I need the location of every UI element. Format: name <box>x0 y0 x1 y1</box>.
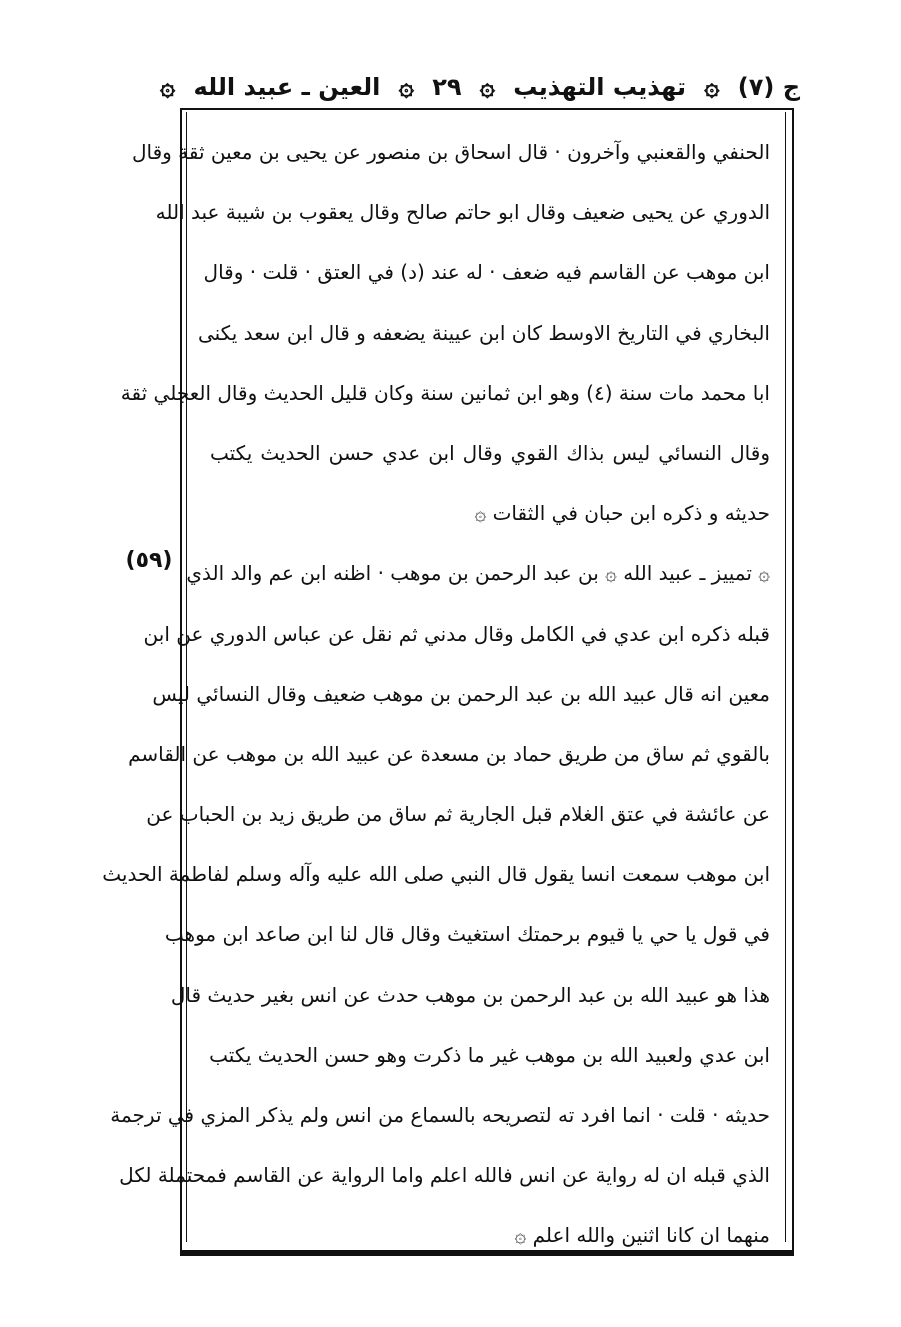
text-line: في قول يا حي يا قيوم برحمتك استغيث وقال قال لنا ابن صاعد ابن موهب <box>164 922 770 947</box>
text-line: ابا محمد مات سنة (٤) وهو ابن ثمانين سنة وكان قليل الحديث وقال العجلي ثقة <box>120 380 770 405</box>
header-ornament-4: ۞ <box>160 72 176 102</box>
text-line: معين انه قال عبيد الله بن عبد الرحمن بن موهب ضعيف وقال النسائي ليس <box>152 681 770 706</box>
text-line: قبله ذكره ابن عدي في الكامل وقال مدني ثم نقل عن عباس الدوري عن ابن <box>143 621 770 646</box>
header-ornament-2: ۞ <box>479 72 496 102</box>
text-line: البخاري في التاريخ الاوسط كان ابن عيينة يضعفه و قال ابن سعد يكنى <box>197 320 770 345</box>
entry-number: (٥٩) <box>125 548 173 573</box>
header-ornament-1: ۞ <box>704 72 720 102</box>
text-line: ۞ تمييز ـ عبيد الله ۞ بن عبد الرحمن بن موهب · اظنه ابن عم والد الذي <box>186 561 770 586</box>
running-header <box>160 62 800 112</box>
text-line: بالقوي ثم ساق من طريق حماد بن مسعدة عن عبيد الله بن موهب عن القاسم <box>128 741 770 766</box>
section-label: العين ـ عبيد الله <box>193 73 381 101</box>
text-line: الذي قبله ان له رواية عن انس فالله اعلم واما الرواية عن القاسم فمحتملة لكل <box>119 1163 770 1188</box>
text-line: عن عائشة في عتق الغلام قبل الجارية ثم ساق من طريق زيد بن الحباب عن <box>146 802 770 827</box>
text-line: الحنفي والقعنبي وآخرون · قال اسحاق بن منصور عن يحيى بن معين ثقة وقال <box>131 140 770 164</box>
volume-label: ج (٧) <box>737 73 800 101</box>
text-line: حديثه و ذكره ابن حبان في الثقات ۞ <box>474 501 770 526</box>
text-line: ابن عدي ولعبيد الله بن موهب غير ما ذكرت وهو حسن الحديث يكتب <box>209 1042 770 1067</box>
page-number: ٢٩ <box>432 73 462 101</box>
text-line: هذا هو عبيد الله بن عبد الرحمن بن موهب حدث عن انس بغير حديث قال <box>170 982 770 1007</box>
text-line: منهما ان كانا اثنين والله اعلم ۞ <box>514 1223 770 1248</box>
text-line: وقال النسائي ليس بذاك القوي وقال ابن عدي حسن الحديث يكتب <box>210 440 770 465</box>
text-line: ابن موهب سمعت انسا يقول قال النبي صلى الله عليه وآله وسلم لفاطمة الحديث <box>102 862 770 887</box>
text-line: حديثه · قلت · انما افرد ته لتصريحه بالسماع من انس ولم يذكر المزي في ترجمة <box>110 1103 770 1127</box>
header-ornament-3: ۞ <box>398 72 414 102</box>
text-line: ابن موهب عن القاسم فيه ضعف · له عند (د) في العتق · قلت · وقال <box>203 260 770 285</box>
text-line: الدوري عن يحيى ضعيف وقال ابو حاتم صالح وقال يعقوب بن شيبة عبد الله <box>155 200 770 225</box>
book-title: تهذيب التهذيب <box>513 73 686 101</box>
